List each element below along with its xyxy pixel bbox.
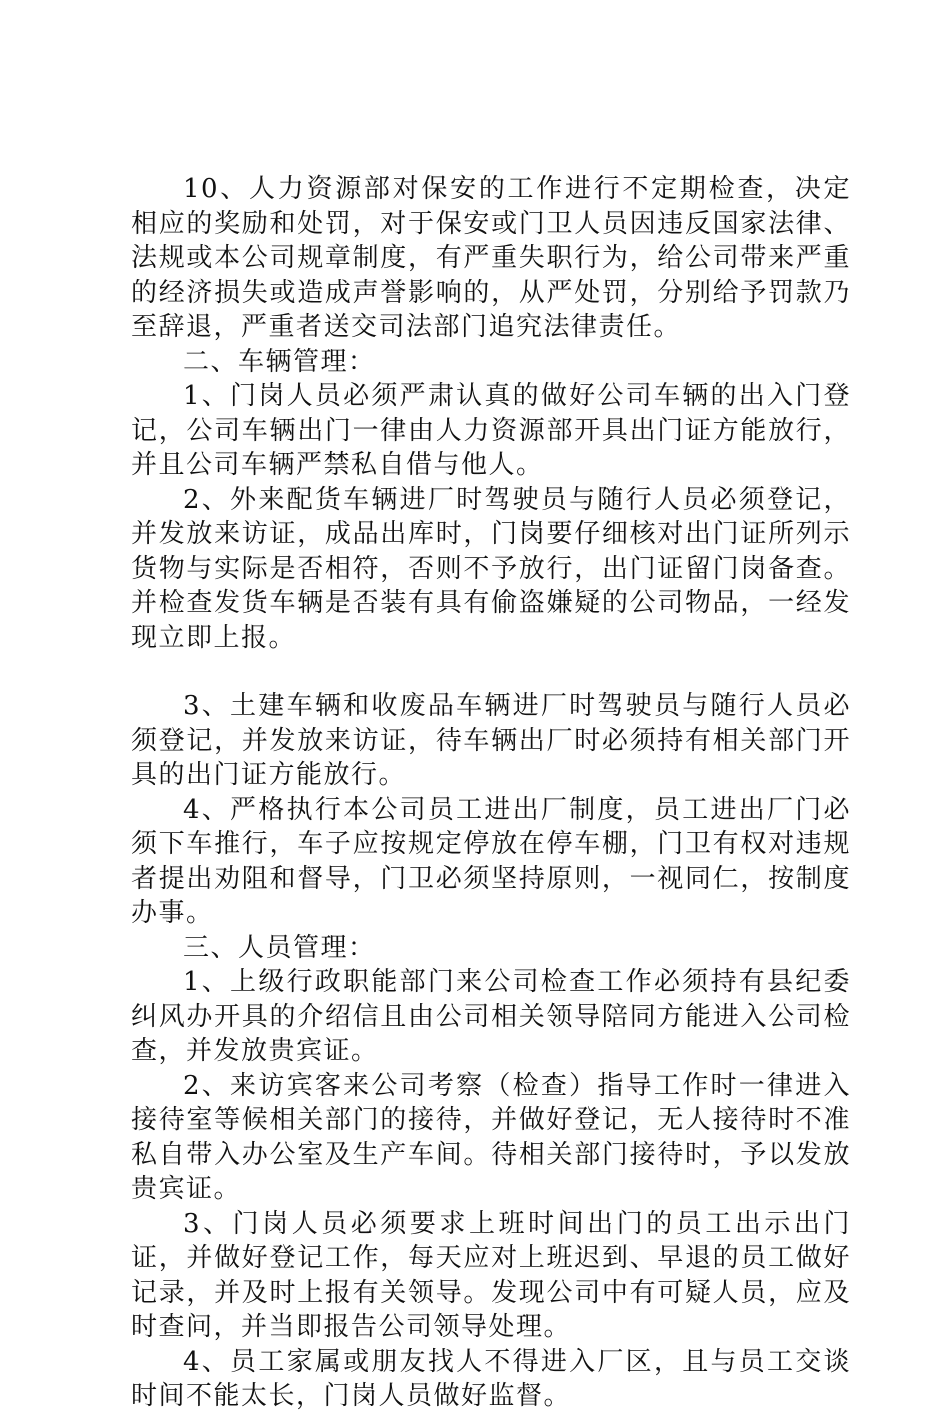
paragraph-personnel-4: 4、员工家属或朋友找人不得进入厂区，且与员工交谈时间不能太长，门岗人员做好监督。 bbox=[131, 1346, 851, 1411]
blank-line bbox=[131, 655, 851, 689]
paragraph-10-hr-inspection: 10、人力资源部对保安的工作进行不定期检查，决定相应的奖励和处罚，对于保安或门卫人员因违反国家法律、法规或本公司规章制度，有严重失职行为，给公司带来严重的经济损失或造成声誉影响的，从严处罚，分别给予罚款乃至辞退，严重者送交司法部门追究法律责任。 bbox=[131, 174, 851, 342]
document-body bbox=[131, 172, 851, 1414]
paragraph-personnel-1: 1、上级行政职能部门来公司检查工作必须持有县纪委纠风办开具的介绍信且由公司相关领导陪同方能进入公司检查，并发放贵宾证。 bbox=[131, 967, 851, 1066]
paragraph-personnel-2: 2、来访宾客来公司考察（检查）指导工作时一律进入接待室等候相关部门的接待，并做好登记，无人接待时不准私自带入办公室及生产车间。待相关部门接待时，予以发放贵宾证。 bbox=[131, 1070, 851, 1204]
section-heading-vehicle-management: 二、车辆管理： bbox=[183, 346, 376, 377]
section-heading-personnel-management: 三、人员管理： bbox=[183, 932, 376, 963]
paragraph-personnel-3: 3、门岗人员必须要求上班时间出门的员工出示出门证，并做好登记工作，每天应对上班迟到、早退的员工做好记录，并及时上报有关领导。发现公司中有可疑人员，应及时查问，并当即报告公司领导处理。 bbox=[131, 1208, 851, 1342]
paragraph-vehicle-1: 1、门岗人员必须严肃认真的做好公司车辆的出入门登记，公司车辆出门一律由人力资源部开具出门证方能放行，并且公司车辆严禁私自借与他人。 bbox=[131, 381, 851, 480]
paragraph-vehicle-4: 4、严格执行本公司员工进出厂制度，员工进出厂门必须下车推行，车子应按规定停放在停车棚，门卫有权对违规者提出劝阻和督导，门卫必须坚持原则，一视同仁，按制度办事。 bbox=[131, 794, 851, 928]
paragraph-vehicle-2: 2、外来配货车辆进厂时驾驶员与随行人员必须登记，并发放来访证，成品出库时，门岗要仔细核对出门证所列示货物与实际是否相符，否则不予放行，出门证留门岗备查。并检查发货车辆是否装有具有偷盗嫌疑的公司物品，一经发现立即上报。 bbox=[131, 484, 851, 653]
paragraph-vehicle-3: 3、土建车辆和收废品车辆进厂时驾驶员与随行人员必须登记，并发放来访证，待车辆出厂时必须持有相关部门开具的出门证方能放行。 bbox=[131, 691, 851, 790]
